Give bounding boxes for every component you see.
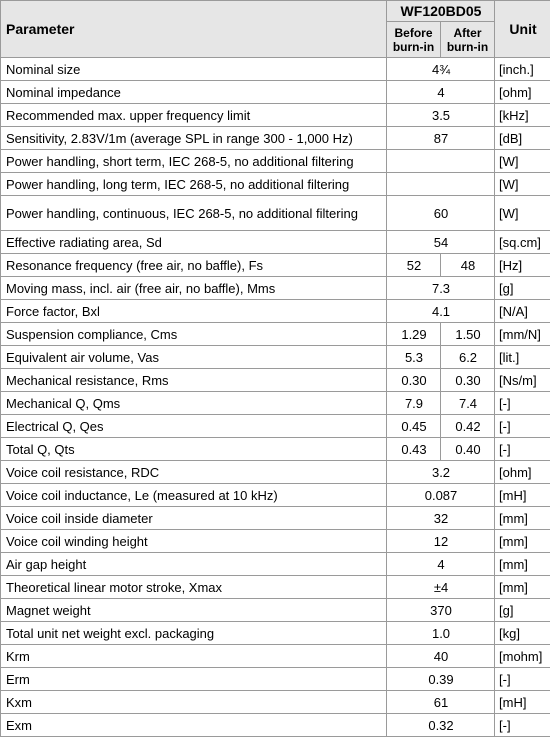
table-row (1, 300, 550, 323)
parameter-cell: Mechanical Q, Qms (1, 392, 387, 415)
table-row (1, 576, 550, 599)
parameter-cell: Force factor, Bxl (1, 300, 387, 323)
unit-cell: [mm] (495, 530, 550, 553)
parameter-cell: Nominal impedance (1, 81, 387, 104)
parameter-cell: Power handling, long term, IEC 268-5, no additional filtering (1, 173, 387, 196)
table-row (1, 58, 550, 81)
unit-cell: [mH] (495, 484, 550, 507)
table-row (1, 369, 550, 392)
value-cell (387, 173, 495, 196)
parameter-cell: Suspension compliance, Cms (1, 323, 387, 346)
unit-cell: [mm/N] (495, 323, 550, 346)
parameter-cell: Air gap height (1, 553, 387, 576)
table-row (1, 507, 550, 530)
unit-cell: [-] (495, 668, 550, 691)
table-row (1, 231, 550, 254)
unit-cell: [W] (495, 150, 550, 173)
value-cell: 370 (387, 599, 495, 622)
parameter-cell: Erm (1, 668, 387, 691)
parameter-cell: Power handling, short term, IEC 268-5, no additional filtering (1, 150, 387, 173)
before-burn-in-value: 0.30 (387, 369, 441, 392)
value-cell: 12 (387, 530, 495, 553)
unit-cell: [inch.] (495, 58, 550, 81)
table-row (1, 714, 550, 737)
value-cell: 87 (387, 127, 495, 150)
spec-table-header (1, 1, 550, 58)
table-row (1, 150, 550, 173)
before-burn-in-value: 0.43 (387, 438, 441, 461)
value-cell: 4 (387, 553, 495, 576)
value-cell: 3.5 (387, 104, 495, 127)
table-row (1, 196, 550, 231)
parameter-cell: Magnet weight (1, 599, 387, 622)
table-row (1, 173, 550, 196)
unit-cell: [dB] (495, 127, 550, 150)
after-burn-in-value: 48 (441, 254, 495, 277)
unit-cell: [W] (495, 196, 550, 231)
value-cell: 32 (387, 507, 495, 530)
unit-cell: [sq.cm] (495, 231, 550, 254)
unit-cell: [mH] (495, 691, 550, 714)
parameter-cell: Sensitivity, 2.83V/1m (average SPL in range 300 - 1,000 Hz) (1, 127, 387, 150)
value-cell: ±4 (387, 576, 495, 599)
before-burn-in-value: 52 (387, 254, 441, 277)
value-cell: 7.3 (387, 277, 495, 300)
value-cell: 0.39 (387, 668, 495, 691)
parameter-cell: Electrical Q, Qes (1, 415, 387, 438)
after-burn-in-value: 1.50 (441, 323, 495, 346)
unit-cell: [-] (495, 438, 550, 461)
before-burn-in-value: 5.3 (387, 346, 441, 369)
parameter-cell: Theoretical linear motor stroke, Xmax (1, 576, 387, 599)
parameter-cell: Exm (1, 714, 387, 737)
parameter-cell: Moving mass, incl. air (free air, no baffle), Mms (1, 277, 387, 300)
value-cell: 4 (387, 81, 495, 104)
before-burn-in-header: Before burn-in (387, 22, 441, 58)
table-row (1, 81, 550, 104)
table-row (1, 323, 550, 346)
value-cell: 54 (387, 231, 495, 254)
parameter-cell: Resonance frequency (free air, no baffle), Fs (1, 254, 387, 277)
model-header: WF120BD05 (387, 1, 495, 22)
spec-table-body (1, 58, 550, 737)
value-cell (387, 150, 495, 173)
parameter-cell: Nominal size (1, 58, 387, 81)
value-cell: 4.1 (387, 300, 495, 323)
table-row (1, 438, 550, 461)
parameter-cell: Voice coil resistance, RDC (1, 461, 387, 484)
parameter-cell: Effective radiating area, Sd (1, 231, 387, 254)
table-row (1, 127, 550, 150)
parameter-cell: Recommended max. upper frequency limit (1, 104, 387, 127)
parameter-cell: Voice coil inductance, Le (measured at 10 kHz) (1, 484, 387, 507)
unit-cell: [lit.] (495, 346, 550, 369)
table-row (1, 691, 550, 714)
value-cell: 0.087 (387, 484, 495, 507)
unit-cell: [W] (495, 173, 550, 196)
table-row (1, 461, 550, 484)
value-cell: 40 (387, 645, 495, 668)
table-row (1, 530, 550, 553)
before-burn-in-value: 1.29 (387, 323, 441, 346)
after-burn-in-header: After burn-in (441, 22, 495, 58)
after-burn-in-value: 6.2 (441, 346, 495, 369)
table-row (1, 645, 550, 668)
after-burn-in-value: 0.40 (441, 438, 495, 461)
parameter-cell: Mechanical resistance, Rms (1, 369, 387, 392)
unit-cell: [mohm] (495, 645, 550, 668)
table-row (1, 599, 550, 622)
value-cell: 4¾ (387, 58, 495, 81)
unit-cell: [-] (495, 415, 550, 438)
unit-cell: [-] (495, 392, 550, 415)
unit-cell: [Hz] (495, 254, 550, 277)
header-row-model (1, 1, 550, 22)
parameter-header: Parameter (1, 1, 387, 58)
value-cell: 61 (387, 691, 495, 714)
parameter-cell: Krm (1, 645, 387, 668)
value-cell: 60 (387, 196, 495, 231)
table-row (1, 415, 550, 438)
unit-cell: [g] (495, 277, 550, 300)
table-row (1, 484, 550, 507)
unit-cell: [Ns/m] (495, 369, 550, 392)
before-burn-in-value: 0.45 (387, 415, 441, 438)
unit-cell: [mm] (495, 507, 550, 530)
unit-cell: [g] (495, 599, 550, 622)
parameter-cell: Total Q, Qts (1, 438, 387, 461)
after-burn-in-value: 0.30 (441, 369, 495, 392)
value-cell: 1.0 (387, 622, 495, 645)
unit-cell: [kHz] (495, 104, 550, 127)
unit-cell: [-] (495, 714, 550, 737)
table-row (1, 553, 550, 576)
unit-cell: [mm] (495, 576, 550, 599)
value-cell: 0.32 (387, 714, 495, 737)
parameter-cell: Kxm (1, 691, 387, 714)
unit-cell: [N/A] (495, 300, 550, 323)
table-row (1, 668, 550, 691)
unit-cell: [ohm] (495, 461, 550, 484)
unit-header: Unit (495, 1, 550, 58)
parameter-cell: Power handling, continuous, IEC 268-5, no additional filtering (1, 196, 387, 231)
before-burn-in-value: 7.9 (387, 392, 441, 415)
table-row (1, 346, 550, 369)
after-burn-in-value: 7.4 (441, 392, 495, 415)
table-row (1, 104, 550, 127)
parameter-cell: Total unit net weight excl. packaging (1, 622, 387, 645)
after-burn-in-value: 0.42 (441, 415, 495, 438)
unit-cell: [kg] (495, 622, 550, 645)
table-row (1, 392, 550, 415)
parameter-cell: Voice coil winding height (1, 530, 387, 553)
unit-cell: [mm] (495, 553, 550, 576)
table-row (1, 254, 550, 277)
table-row (1, 622, 550, 645)
table-row (1, 277, 550, 300)
parameter-cell: Equivalent air volume, Vas (1, 346, 387, 369)
unit-cell: [ohm] (495, 81, 550, 104)
value-cell: 3.2 (387, 461, 495, 484)
parameter-cell: Voice coil inside diameter (1, 507, 387, 530)
